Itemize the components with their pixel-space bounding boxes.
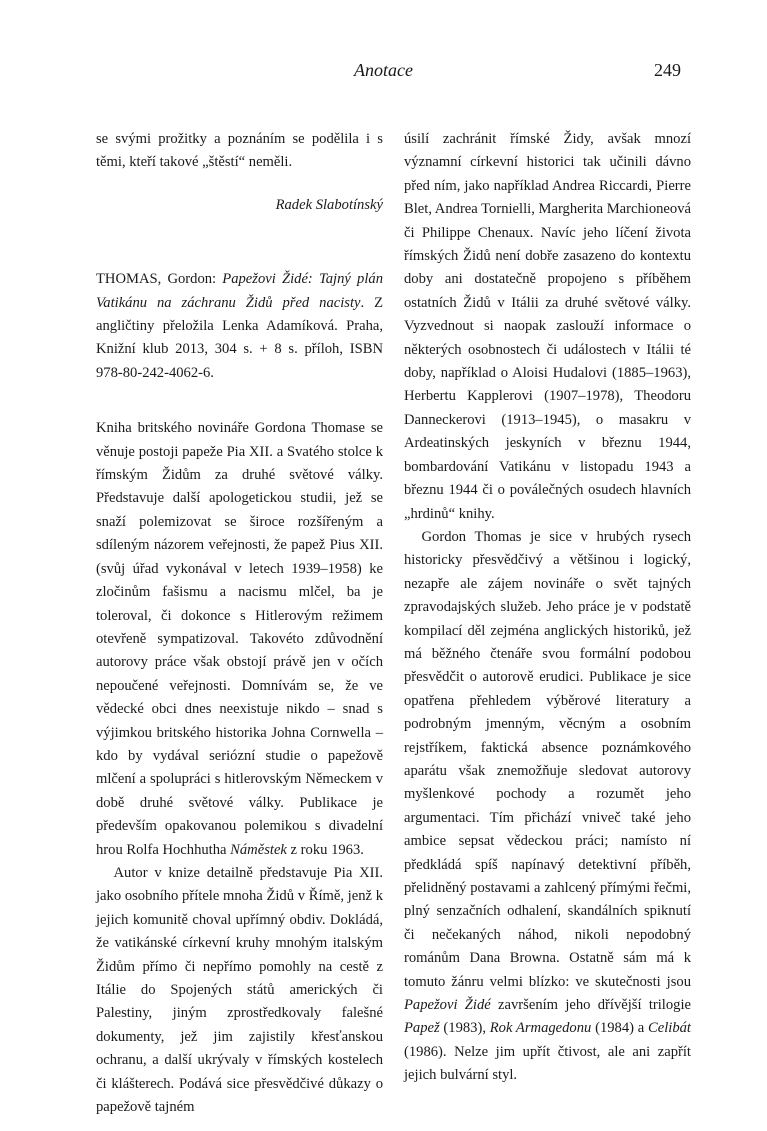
- review-paragraph-3: Gordon Thomas je sice v hrubých rysech historicky přesvědčivý a většinou i logický, nezapře ale zájem novináře o svět tajných zpravodajských služeb. Jeho práce je v podstatě kompilací děl zejména anglických historiků, jež má běžného čtenáře svou formální podobou přesvědčit o autorově erudici. Publikace je sice opatřena přehledem výběrové literatury a podrobným jmenným, věcným a osobním rejstříkem, faktická absence poznámkového aparátu však znemožňuje sledovat autorovy myšlenkové pochody a rozumět jeho argumentaci. Tím přichází vniveč také jeho ambice sepsat vědeckou práci; namísto ní předkládá spíš napínavý detektivní příběh, přelidněný postavami a zahlcený přímými řečmi, plný senzačních odhalení, skandálních spiknutí či nečekaných náhod, nikoli nepodobný románům Dana Browna. Ostatně sám má k tomuto žánru velmi blízko: ve skutečnosti jsou Papežovi Židé završením jeho dřívější trilogie Papež (1983), Rok Armagedonu (1984) a Celibát (1986). Nelze jim upřít čtivost, ale ani zapřít jejich bulvární styl.: [404, 528, 691, 1084]
- right-column: [404, 128, 691, 1088]
- biblio-details: . Z angličtiny přeložila Lenka Adamíková. Praha, Knižní klub 2013, 304 s. + 8 s. příloh, ISBN 978-80-242-4062-6.: [96, 294, 383, 381]
- biblio-title: Papežovi Židé: Tajný plán Vatikánu na záchranu Židů před nacisty: [96, 271, 384, 311]
- book-title-papez: Papež: [404, 1020, 440, 1037]
- reviewer-signature: Radek Slabotínský: [275, 196, 383, 213]
- book-title-celibat: Celibát: [648, 1020, 691, 1037]
- book-title-papezovi-zide: Papežovi Židé: [404, 997, 491, 1014]
- review-paragraph-2-continued: úsilí zachránit římské Židy, avšak mnozí významní církevní historici tak učinili dávno před ním, jako například Andrea Riccardi, Pierre Blet, Andrea Tornielli, Margherita Marchioneová či Philippe Chenaux. Navíc jeho líčení života římských Židů není dobře zasazeno do kontextu doby ani dostatečně propojeno s příběhem ostatních Židů v Itálii za druhé světové války. Vyzvednout si naopak zaslouží informace o některých osobnostech či událostech v Itálii té doby, například o Aloisi Hudalovi (1885–1963), Herbertu Kapplerovi (1907–1978), Theodoru Danneckerovi (1913–1945), o masakru v Ardeatinských jeskyních v březnu 1944, bombardování Vatikánu v listopadu 1943 a březnu 1944 či o poválečných osudech hlavních „hrdinů“ knihy.: [404, 131, 691, 522]
- play-title: Náměstek: [230, 841, 287, 858]
- review-paragraph-2: Autor v knize detailně představuje Pia XII. jako osobního přítele mnoha Židů v Římě, jenž k jejich komunitě choval upřímný obdiv. Dokládá, že vatikánské církevní kruhy mnohým italským Židům přímo či nepřímo pomohly na cestě z Itálie do Spojených států amerických či Palestiny, jiným zprostředkovaly falešné dokumenty, jež jim zajistily křesťanskou ochranu, a další ukrývaly v římských kostelech či klášterech. Podává sice přesvědčivé důkazy o papežově tajném: [96, 864, 383, 1116]
- previous-review-ending: se svými prožitky a poznáním se podělila i s těmi, kteří takové „štěstí“ neměli.: [96, 131, 383, 171]
- page-number: 249: [654, 60, 681, 80]
- book-title-rok-armagedonu: Rok Armagedonu: [489, 1020, 592, 1037]
- left-column: [96, 128, 383, 1119]
- biblio-author: THOMAS, Gordon:: [96, 271, 223, 288]
- bibliographic-entry: [96, 268, 383, 385]
- running-title: Anotace: [354, 60, 413, 80]
- review-paragraph-1: Kniha britského novináře Gordona Thomase se věnuje postoji papeže Pia XII. a Svatého stolce k římským Židům za druhé světové války. Představuje další apologetickou studii, jež se snaží polemizovat se široce rozšířeným a sdíleným názorem veřejnosti, že papež Pius XII. (svůj úřad vykonával v letech 1939–1958) ke zločinům fašismu a nacismu mlčel, ba je toleroval, či dokonce s Hitlerovým režimem otevřeně sympatizoval. Takovéto zdůvodnění autorovy práce však obstojí právě jen v očích nepoučené veřejnosti. Domnívám se, že ve vědecké obci dnes neexistuje nikdo – snad s výjimkou britského historika Johna Cornwella – kdo by vydával seriózní studie o papežově mlčení a spolupráci s hitlerovským Německem v době druhé světové války. Publikace je především opakovanou polemikou s divadelní hrou Rolfa Hochhutha Náměstek z roku 1963.: [96, 420, 383, 858]
